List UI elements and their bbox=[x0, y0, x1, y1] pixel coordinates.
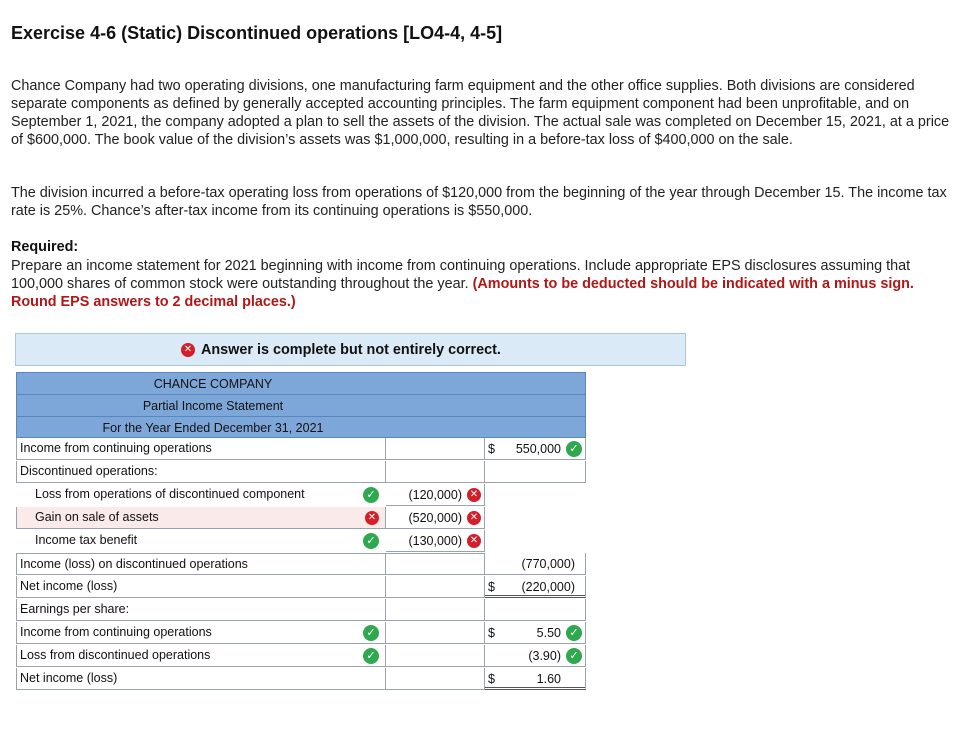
amount-cell-empty[interactable] bbox=[386, 599, 485, 621]
total-cell-empty[interactable] bbox=[485, 484, 586, 506]
check-circle-icon: ✓ bbox=[566, 441, 582, 457]
row-label[interactable]: Income from continuing operations bbox=[16, 438, 386, 460]
table-row bbox=[16, 461, 586, 484]
amount-value: (520,000) bbox=[408, 511, 462, 525]
table-row bbox=[16, 438, 586, 461]
row-label[interactable]: Discontinued operations: bbox=[16, 461, 386, 483]
required-instructions: Prepare an income statement for 2021 beginning with income from continuing operations. Include appropriate EPS disclosures assuming that 100,000 shares of common stock were outstanding throughout the year. bbox=[11, 258, 911, 292]
statement-header-period: For the Year Ended December 31, 2021 bbox=[16, 416, 586, 438]
x-circle-icon: ✕ bbox=[467, 511, 481, 525]
x-circle-icon: ✕ bbox=[181, 343, 195, 357]
amount-cell-empty[interactable] bbox=[386, 438, 485, 460]
table-row bbox=[16, 553, 586, 576]
row-label[interactable]: Income (loss) on discontinued operations bbox=[16, 553, 386, 575]
x-circle-icon: ✕ bbox=[365, 511, 379, 525]
amount-cell-empty[interactable] bbox=[386, 553, 485, 575]
row-label[interactable]: Loss from discontinued operations bbox=[16, 645, 386, 667]
table-row bbox=[16, 507, 586, 530]
x-circle-icon: ✕ bbox=[467, 534, 481, 548]
check-circle-icon: ✓ bbox=[363, 487, 379, 503]
statement-header-company: CHANCE COMPANY bbox=[16, 372, 586, 394]
row-label[interactable]: Net income (loss) bbox=[16, 576, 386, 598]
row-label[interactable]: Earnings per share: bbox=[16, 599, 386, 621]
dollar-sign: $ bbox=[488, 580, 495, 594]
statement-header-title: Partial Income Statement bbox=[16, 394, 586, 416]
amount-cell-empty[interactable] bbox=[386, 622, 485, 644]
table-row bbox=[16, 645, 586, 668]
total-cell[interactable] bbox=[485, 668, 586, 690]
total-cell-empty[interactable] bbox=[485, 507, 586, 529]
required-text bbox=[11, 257, 956, 311]
amount-cell-empty[interactable] bbox=[386, 645, 485, 667]
problem-paragraph-1: Chance Company had two operating divisions, one manufacturing farm equipment and the other office supplies. Both divisions are considered separate components as defined by generally accepted accounting principles. The farm equipment component had been unprofitable, and on September 1, 2021, the company adopted a plan to sell the assets of the division. The actual sale was completed on December 15, 2021, at a price of $600,000. The book value of the division’s assets was $1,000,000, resulting in a before-tax loss of $400,000 on the sale. bbox=[11, 78, 950, 148]
total-value: 550,000 bbox=[515, 442, 561, 456]
check-circle-icon: ✓ bbox=[566, 648, 582, 664]
row-label[interactable]: Net income (loss) bbox=[16, 668, 386, 690]
total-value: (770,000) bbox=[521, 557, 575, 571]
dollar-sign: $ bbox=[488, 442, 495, 456]
amount-value: (120,000) bbox=[408, 488, 462, 502]
problem-paragraph-2: The division incurred a before-tax operating loss from operations of $120,000 from the beginning of the year through December 15. The income tax rate is 25%. Chance’s after-tax income from its continuing operations is $550,000. bbox=[11, 185, 947, 219]
total-cell[interactable] bbox=[485, 576, 586, 598]
check-circle-icon: ✓ bbox=[363, 533, 379, 549]
amount-value: (130,000) bbox=[408, 534, 462, 548]
total-value: (220,000) bbox=[521, 580, 575, 594]
amount-cell-empty[interactable] bbox=[386, 668, 485, 690]
answer-status-banner bbox=[15, 333, 686, 366]
row-label[interactable]: Loss from operations of discontinued component bbox=[16, 484, 386, 506]
amount-cell-empty[interactable] bbox=[386, 461, 485, 483]
exercise-title: Exercise 4-6 (Static) Discontinued operations [LO4-4, 4-5] bbox=[11, 23, 503, 43]
total-cell[interactable] bbox=[485, 553, 586, 575]
total-cell-empty[interactable] bbox=[485, 461, 586, 483]
answer-status-text: Answer is complete but not entirely correct. bbox=[201, 342, 501, 358]
dollar-sign: $ bbox=[488, 672, 495, 686]
required-note: (Amounts to be deducted should be indicated with a minus sign. Round EPS answers to 2 decimal places.) bbox=[11, 276, 914, 310]
total-value: 5.50 bbox=[536, 626, 561, 640]
row-label[interactable]: Income from continuing operations bbox=[16, 622, 386, 644]
table-row bbox=[16, 484, 586, 507]
total-value: (3.90) bbox=[528, 649, 561, 663]
total-value: 1.60 bbox=[536, 672, 561, 686]
required-heading: Required: bbox=[11, 239, 79, 255]
row-label[interactable]: Gain on sale of assets bbox=[16, 507, 386, 529]
income-statement-table bbox=[16, 372, 586, 691]
dollar-sign: $ bbox=[488, 626, 495, 640]
table-row bbox=[16, 599, 586, 622]
check-circle-icon: ✓ bbox=[363, 648, 379, 664]
check-circle-icon: ✓ bbox=[363, 625, 379, 641]
row-label[interactable]: Income tax benefit bbox=[16, 530, 386, 552]
table-row bbox=[16, 668, 586, 691]
table-row bbox=[16, 530, 586, 553]
check-circle-icon: ✓ bbox=[566, 625, 582, 641]
amount-cell-empty[interactable] bbox=[386, 576, 485, 598]
x-circle-icon: ✕ bbox=[467, 488, 481, 502]
table-row bbox=[16, 622, 586, 645]
total-cell-empty[interactable] bbox=[485, 530, 586, 552]
total-cell-empty[interactable] bbox=[485, 599, 586, 621]
table-row bbox=[16, 576, 586, 599]
